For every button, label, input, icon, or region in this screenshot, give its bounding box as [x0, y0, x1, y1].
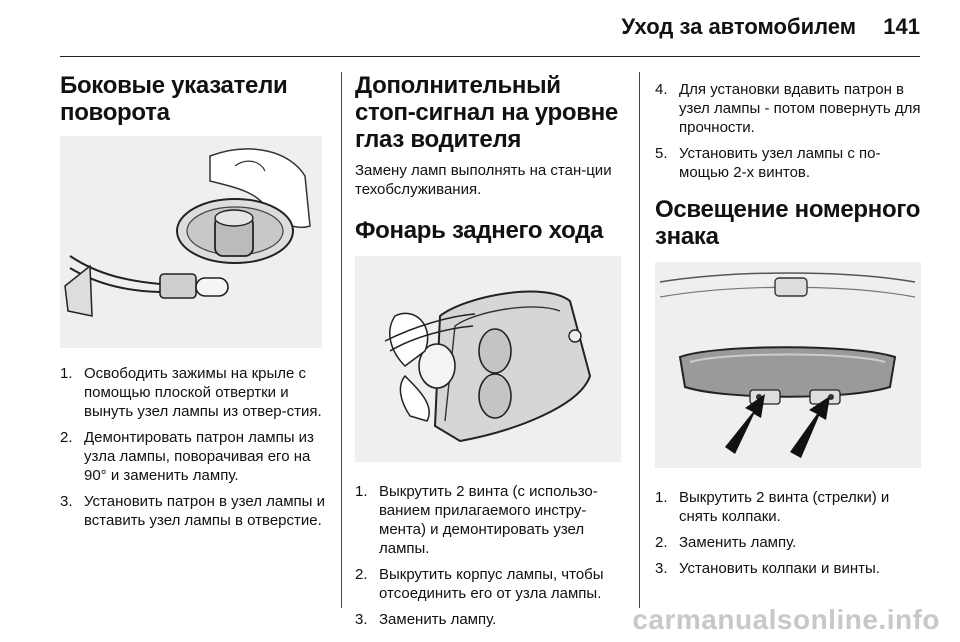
list-item: 4. Для установки вдавить патрон в узел лампы - потом повернуть для прочности. — [655, 81, 921, 136]
list-item: 2. Демонтировать патрон лампы из узла лампы, поворачивая его на 90° и заменить лампу. — [60, 429, 314, 484]
section-heading-side-indicators: Боковые указатели поворота — [60, 72, 288, 126]
column-license-plate-light — [655, 80, 927, 585]
header-rule — [60, 56, 920, 57]
page-header — [0, 0, 960, 58]
reverse-light-steps — [355, 482, 627, 629]
reverse-light-illustration — [355, 256, 621, 462]
license-plate-light-illustration — [655, 262, 921, 468]
reverse-light-steps-continued — [655, 80, 927, 182]
list-item: 1. Освободить зажимы на крыле с помощью плоской отвертки и вынуть узел лампы из отвер-стия. — [60, 365, 322, 420]
page-number: 141 — [883, 14, 920, 39]
section-heading-brake-light: Дополнительный стоп-сигнал на уровне глаз водителя — [355, 72, 618, 153]
list-item: 3. Установить патрон в узел лампы и вставить узел лампы в отверстие. — [60, 493, 326, 529]
list-item: 5. Установить узел лампы с по-мощью 2-х винтов. — [655, 145, 881, 181]
list-item: 2. Заменить лампу. — [655, 534, 797, 551]
list-item: 1. Выкрутить 2 винта (с использо-ванием прилагаемого инстру-мента) и демонтировать узел лампы. — [355, 483, 598, 557]
side-indicator-illustration — [60, 136, 322, 348]
column-divider — [639, 72, 640, 608]
page-title: Уход за автомобилем — [621, 14, 856, 39]
license-plate-light-steps — [655, 488, 927, 578]
section-heading-reverse-light: Фонарь заднего хода — [355, 217, 604, 244]
side-indicator-steps — [60, 364, 328, 530]
list-item: 3. Установить колпаки и винты. — [655, 560, 880, 577]
section-heading-license-plate-light: Освещение номерного знака — [655, 196, 921, 250]
column-side-indicators — [60, 72, 328, 537]
column-brake-light — [355, 72, 627, 636]
watermark: carmanualsonline.info — [632, 604, 940, 635]
list-item: 2. Выкрутить корпус лампы, чтобы отсоединить его от узла лампы. — [355, 566, 604, 602]
list-item: 1. Выкрутить 2 винта (стрелки) и снять колпаки. — [655, 489, 890, 525]
column-divider — [341, 72, 342, 608]
brake-light-intro: Замену ламп выполнять на стан-ции техобслуживания. — [355, 162, 612, 198]
list-item: 3. Заменить лампу. — [355, 611, 497, 628]
